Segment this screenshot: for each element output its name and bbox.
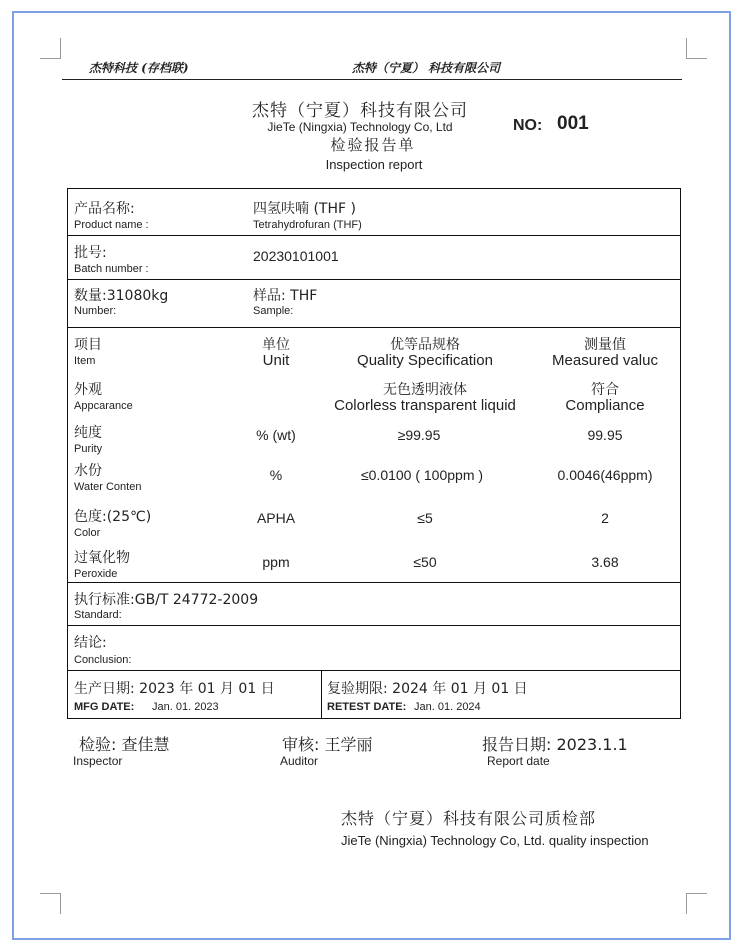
standard-label-en: Standard: xyxy=(74,609,122,621)
row-peroxide-spec: ≤50 xyxy=(413,554,437,570)
row-divider xyxy=(68,582,680,583)
col-spec-en: Quality Specification xyxy=(357,352,493,369)
product-label-cn: 产品名称: xyxy=(74,201,135,217)
retest-date-en-value: Jan. 01. 2024 xyxy=(414,701,481,713)
row-appearance-spec-en: Colorless transparent liquid xyxy=(334,397,516,414)
product-value-cn: 四氢呋喃 (THF ) xyxy=(253,201,356,217)
footer-dept-en: JieTe (Ningxia) Technology Co, Ltd. quality inspection xyxy=(341,833,649,848)
product-label-en: Product name : xyxy=(74,219,149,231)
row-peroxide-value: 3.68 xyxy=(591,554,619,570)
row-color-unit: APHA xyxy=(256,510,296,526)
company-name-cn: 杰特（宁夏）科技有限公司 xyxy=(252,101,468,121)
row-water-spec: ≤0.0100 ( 100ppm ) xyxy=(360,467,484,483)
inspection-table xyxy=(67,188,681,719)
footer-dept-cn: 杰特（宁夏）科技有限公司质检部 xyxy=(341,809,597,828)
crop-mark-top-right xyxy=(686,38,707,59)
report-title-cn: 检验报告单 xyxy=(330,136,416,154)
inspector-en: Inspector xyxy=(73,754,123,768)
row-purity-item-cn: 纯度 xyxy=(74,425,102,441)
row-appearance-item-cn: 外观 xyxy=(74,382,102,398)
row-peroxide-item-cn: 过氧化物 xyxy=(74,550,130,566)
header-rule xyxy=(62,79,682,80)
row-water-item-cn: 水份 xyxy=(74,463,102,479)
row-divider xyxy=(68,279,680,280)
row-purity-spec: ≥99.95 xyxy=(397,427,441,443)
conclusion-label-cn: 结论: xyxy=(74,635,107,651)
row-purity-unit: % (wt) xyxy=(256,427,296,443)
header-left: 杰特科技 (存档联) xyxy=(89,61,189,75)
row-peroxide-unit: ppm xyxy=(262,554,290,570)
mfg-date-cn: 生产日期: 2023 年 01 月 01 日 xyxy=(74,681,275,697)
col-item-en: Item xyxy=(74,355,96,367)
report-no-label: NO: xyxy=(513,117,543,134)
batch-label-cn: 批号: xyxy=(74,245,107,261)
auditor-cn: 审核: 王学丽 xyxy=(282,735,373,754)
row-divider xyxy=(68,625,680,626)
row-divider xyxy=(68,327,680,328)
col-item-cn: 项目 xyxy=(74,337,102,353)
company-name-en: JieTe (Ningxia) Technology Co, Ltd xyxy=(267,120,453,134)
row-divider xyxy=(68,670,680,671)
standard-label-cn: 执行标准:GB/T 24772-2009 xyxy=(74,592,259,608)
conclusion-label-en: Conclusion: xyxy=(74,654,132,666)
col-measured-en: Measured valuc xyxy=(552,352,658,369)
crop-mark-bottom-left xyxy=(40,893,61,914)
col-spec-cn: 优等品规格 xyxy=(390,337,460,353)
row-purity-item-en: Purity xyxy=(74,443,103,455)
row-water-unit: % xyxy=(269,467,283,483)
row-water-value: 0.0046(46ppm) xyxy=(557,467,653,483)
row-appearance-value-cn: 符合 xyxy=(591,382,619,398)
mfg-date-en-value: Jan. 01. 2023 xyxy=(152,701,219,713)
row-color-spec: ≤5 xyxy=(417,510,433,526)
row-color-value: 2 xyxy=(601,510,609,526)
row-appearance-value-en: Compliance xyxy=(565,397,645,414)
quantity-label-cn: 数量:31080kg xyxy=(74,288,169,304)
auditor-en: Auditor xyxy=(280,754,319,768)
row-divider xyxy=(68,235,680,236)
row-water-item-en: Water Conten xyxy=(74,481,142,493)
col-measured-cn: 测量值 xyxy=(584,337,626,353)
row-appearance-item-en: Appcarance xyxy=(74,400,133,412)
report-date-cn: 报告日期: 2023.1.1 xyxy=(482,735,628,754)
report-date-en: Report date xyxy=(487,754,550,768)
mfg-date-en-label: MFG DATE: xyxy=(74,701,135,713)
batch-value: 20230101001 xyxy=(253,248,339,264)
col-unit-cn: 单位 xyxy=(262,337,290,353)
row-purity-value: 99.95 xyxy=(587,427,623,443)
retest-date-cn: 复验期限: 2024 年 01 月 01 日 xyxy=(327,681,528,697)
inspector-cn: 检验: 查佳慧 xyxy=(79,735,170,754)
row-appearance-spec-cn: 无色透明液体 xyxy=(383,382,467,398)
row-color-item-cn: 色度:(25℃) xyxy=(74,509,152,525)
product-value-en: Tetrahydrofuran (THF) xyxy=(253,219,362,231)
report-title-en: Inspection report xyxy=(325,157,423,172)
retest-date-en-label: RETEST DATE: xyxy=(327,701,407,713)
sample-label-en: Sample: xyxy=(253,305,294,317)
crop-mark-top-left xyxy=(40,38,61,59)
batch-label-en: Batch number : xyxy=(74,263,149,275)
col-unit-en: Unit xyxy=(262,352,290,369)
date-divider xyxy=(321,670,322,719)
row-peroxide-item-en: Peroxide xyxy=(74,568,118,580)
sample-label-cn: 样品: THF xyxy=(253,288,318,304)
quantity-label-en: Number: xyxy=(74,305,117,317)
header-right: 杰特（宁夏） 科技有限公司 xyxy=(352,61,501,75)
crop-mark-bottom-right xyxy=(686,893,707,914)
report-no-value: 001 xyxy=(557,113,589,134)
row-color-item-en: Color xyxy=(74,527,101,539)
